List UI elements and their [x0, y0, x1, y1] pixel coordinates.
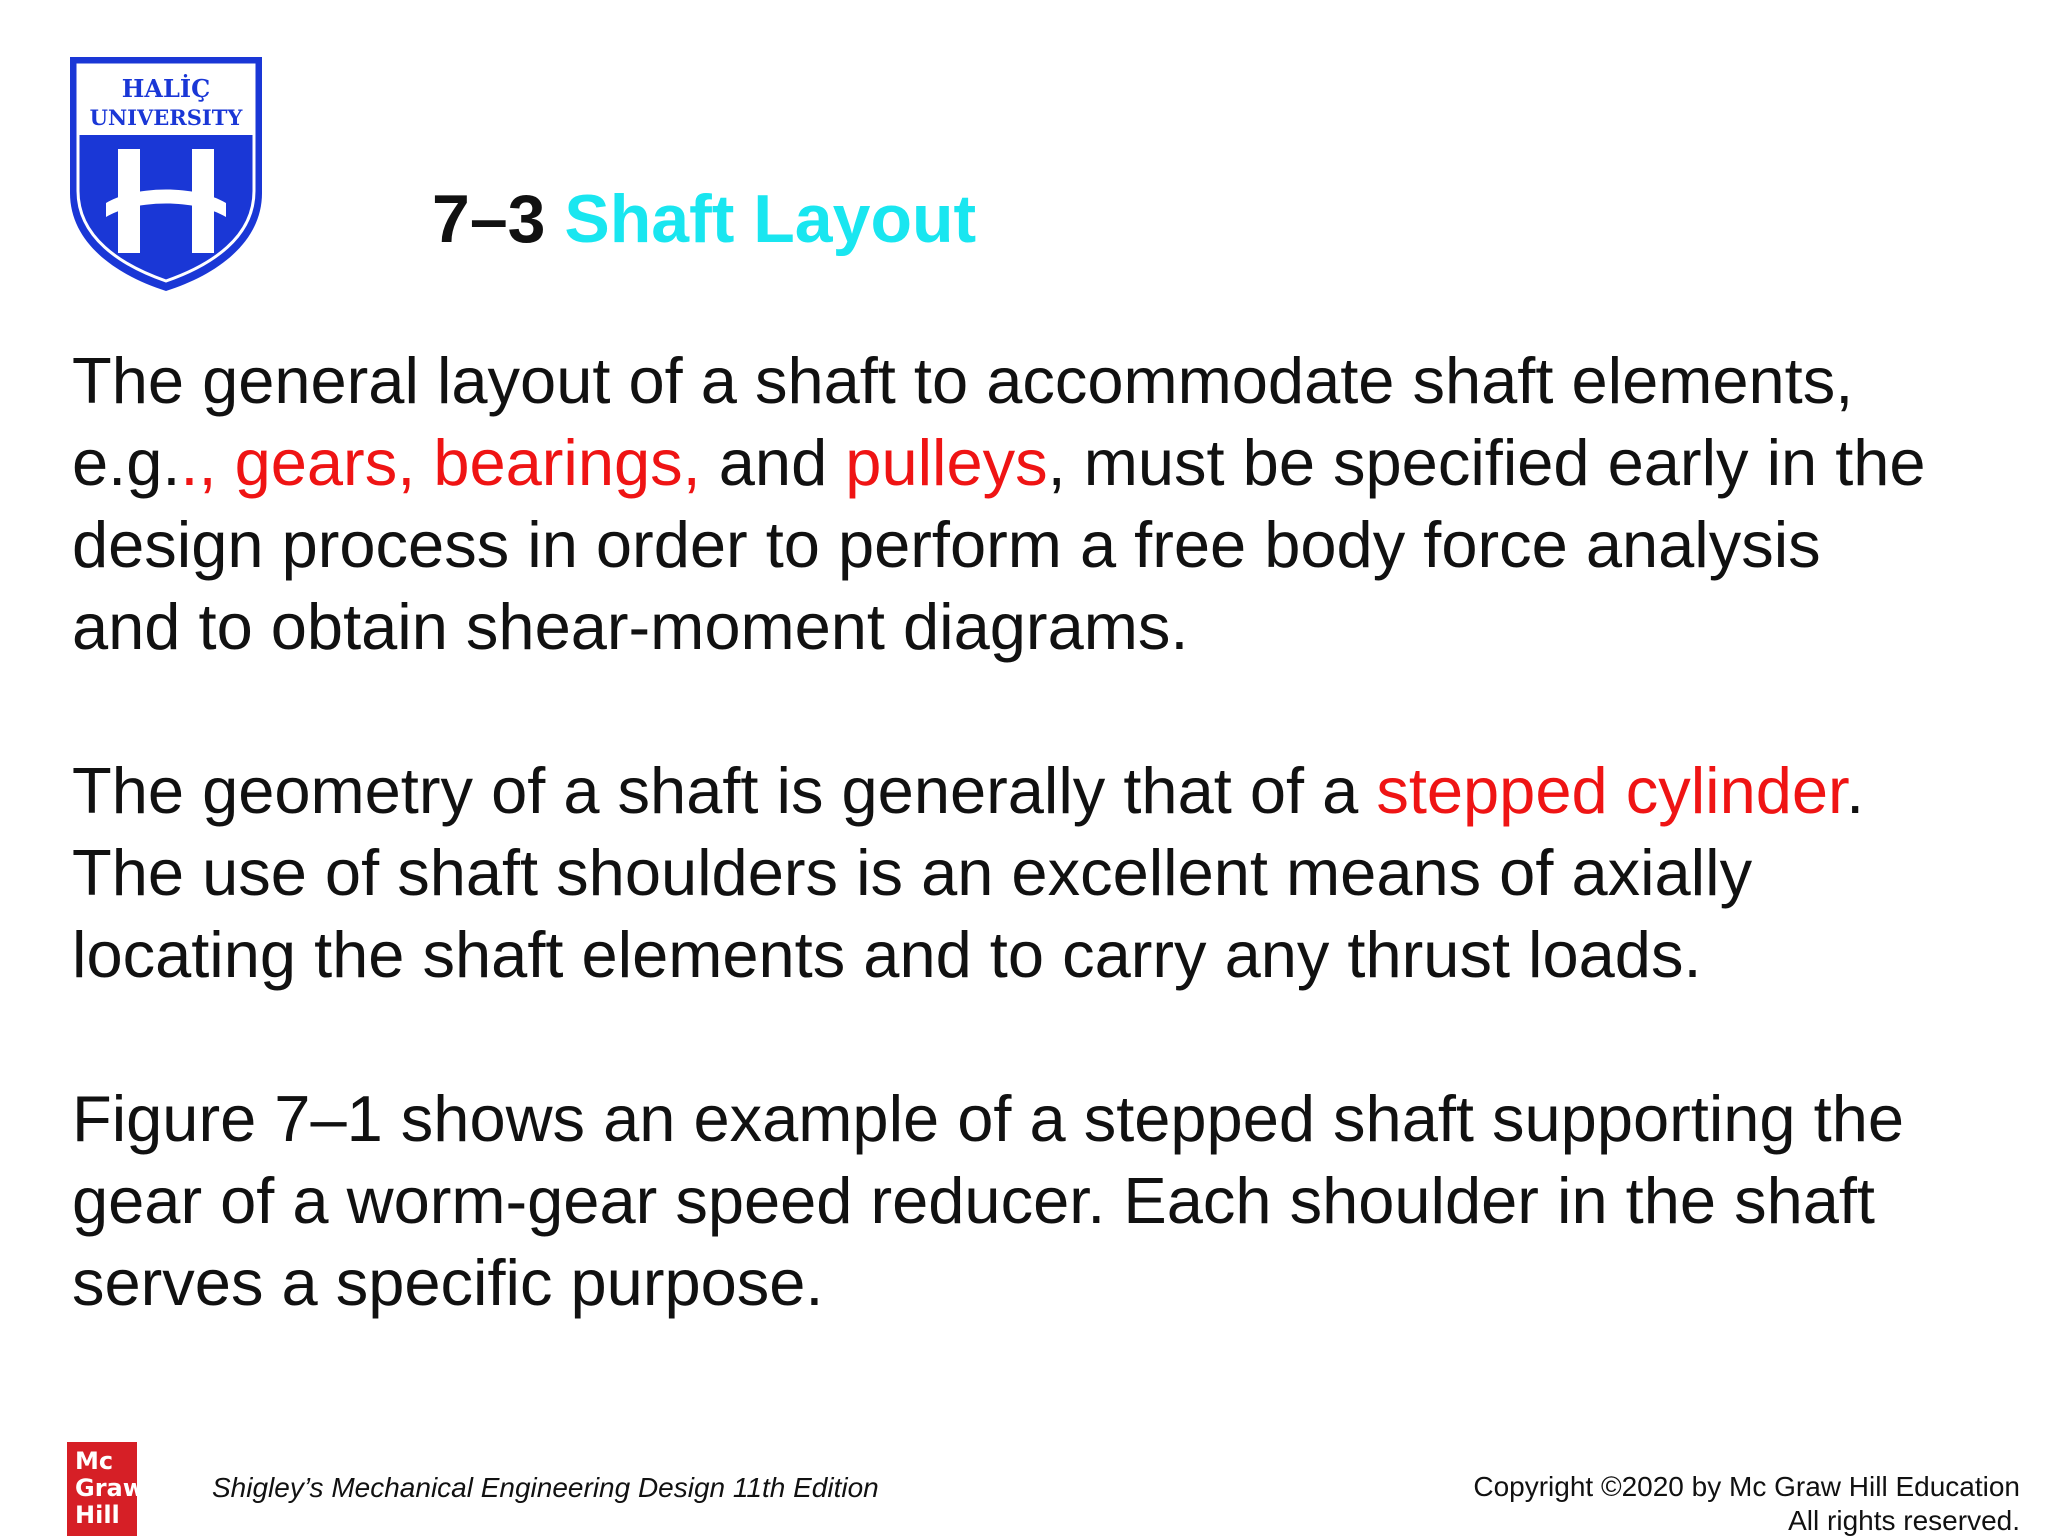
rights-text: All rights reserved.	[1788, 1505, 2020, 1536]
section-number: 7–3	[432, 181, 546, 257]
halic-university-shield-logo	[66, 53, 266, 293]
text-line: gear of a worm-gear speed reducer. Each shoulder in the shaft	[72, 1164, 1875, 1237]
text-fragment: and	[700, 426, 846, 499]
logo-text: Mc	[75, 1447, 114, 1475]
footer-copyright	[1473, 1470, 2020, 1538]
text-line	[72, 422, 2032, 504]
section-title: Shaft Layout	[564, 181, 977, 257]
text-line: The use of shaft shoulders is an excellent means of axially	[72, 836, 1753, 909]
logo-line2: UNIVERSITY	[89, 105, 243, 130]
text-fragment: , must be specified early in the	[1047, 426, 1926, 499]
text-line: serves a specific purpose.	[72, 1246, 824, 1319]
slide-title	[432, 181, 977, 257]
text-line: Figure 7–1 shows an example of a stepped shaft supporting the	[72, 1082, 1904, 1155]
logo-line1: HALİÇ	[121, 74, 211, 103]
mcgraw-hill-logo	[67, 1442, 145, 1536]
paragraph-layout	[72, 340, 2032, 668]
text-line: and to obtain shear-moment diagrams.	[72, 590, 1189, 663]
text-fragment: e.g.	[72, 426, 181, 499]
slide-body	[72, 340, 2032, 1324]
text-line	[72, 750, 2032, 832]
text-line: design process in order to perform a free body force analysis	[72, 508, 1821, 581]
highlight-gears-bearings: ., gears, bearings,	[180, 426, 701, 499]
copyright-text: Copyright ©2020 by Mc Graw Hill Education	[1473, 1471, 2020, 1502]
highlight-stepped-cylinder: stepped cylinder	[1376, 754, 1847, 827]
highlight-pulleys: pulleys	[845, 426, 1048, 499]
logo-text: Graw	[75, 1474, 145, 1502]
paragraph-figure	[72, 1078, 2032, 1324]
text-fragment: .	[1846, 754, 1865, 827]
text-fragment: The geometry of a shaft is generally that of a	[72, 754, 1377, 827]
text-line: The general layout of a shaft to accommodate shaft elements,	[72, 344, 1854, 417]
logo-text: Hill	[75, 1501, 120, 1529]
paragraph-geometry	[72, 750, 2032, 996]
text-line: locating the shaft elements and to carry any thrust loads.	[72, 918, 1702, 991]
footer-book-title: Shigley’s Mechanical Engineering Design 11th Edition	[212, 1472, 879, 1503]
